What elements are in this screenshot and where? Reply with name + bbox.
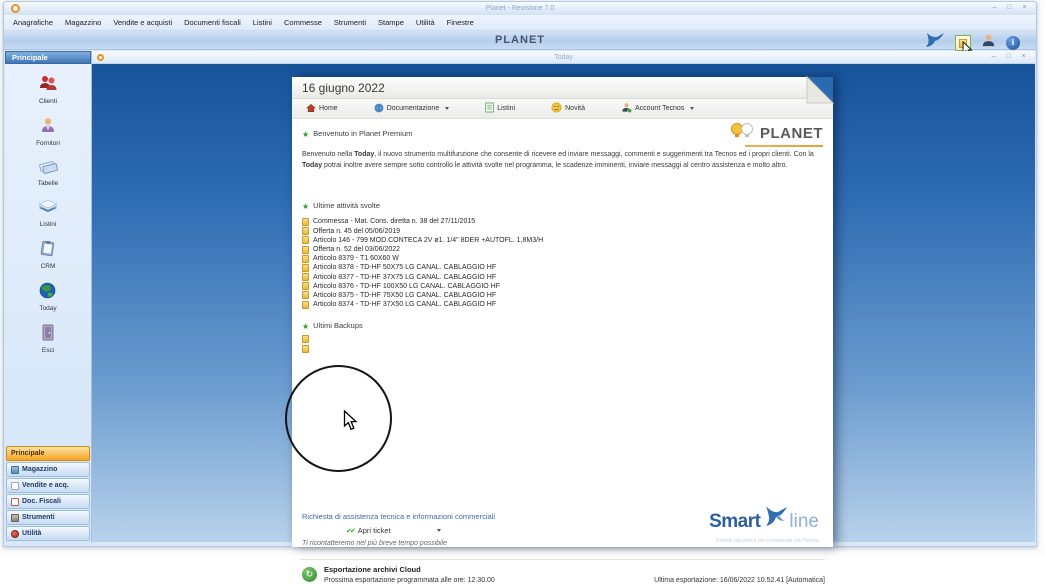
document-icon xyxy=(302,236,309,244)
menu-listini[interactable]: Listini xyxy=(252,18,272,27)
sidebar-section-vendite[interactable] xyxy=(6,478,90,493)
documentation-globe-icon xyxy=(374,103,384,115)
welcome-text: potrai inoltre avere sempre sotto controllo le attività svolte nel programma, le scadenze imminenti, inviare messaggi al centro assistenza e molto altro. xyxy=(322,162,788,170)
smartline-tagline: Il modo più veloce per comunicare con Tecnos xyxy=(716,538,819,544)
sidebar xyxy=(5,51,92,542)
menu-stampe[interactable]: Stampe xyxy=(378,18,404,27)
backups-section xyxy=(302,316,823,353)
activity-label: Articolo 8376 - TD-HF 100X50 LG CANAL. CABLAGGIO HF xyxy=(313,282,500,290)
sidebar-item-esci[interactable] xyxy=(41,324,55,354)
sidebar-item-label: CRM xyxy=(40,263,56,270)
today-window-controls xyxy=(988,53,1029,62)
menu-magazzino[interactable]: Magazzino xyxy=(65,18,102,27)
window-controls xyxy=(989,4,1030,13)
page-toolbar xyxy=(292,99,833,119)
menu-utilita[interactable]: Utilità xyxy=(415,18,435,27)
sidebar-item-label: Today xyxy=(39,305,57,312)
sidebar-item-listini[interactable] xyxy=(37,199,59,228)
info-icon[interactable] xyxy=(1006,36,1020,50)
minimize-icon[interactable] xyxy=(989,4,1000,13)
export-title: Esportazione archivi Cloud xyxy=(324,565,421,574)
document-icon xyxy=(302,264,309,272)
sales-doc-icon xyxy=(11,482,19,490)
activity-row[interactable] xyxy=(302,282,823,291)
crm-icon xyxy=(38,240,58,262)
page-header xyxy=(292,77,833,99)
swallow-bird-icon[interactable] xyxy=(924,32,945,53)
maximize-icon[interactable] xyxy=(1003,53,1014,62)
today-window-icon xyxy=(97,54,104,61)
cloud-export-section xyxy=(300,559,825,584)
activity-row[interactable] xyxy=(302,263,823,272)
assistance-note: Ti ricontatteremo nel più breve tempo possibile xyxy=(302,540,448,547)
activity-row[interactable] xyxy=(302,300,823,309)
section-label: Vendite e acq. xyxy=(22,482,69,489)
close-icon[interactable] xyxy=(1018,53,1029,62)
activities-list xyxy=(302,217,823,309)
pricelist-doc-icon xyxy=(485,102,494,115)
star-icon xyxy=(302,316,309,334)
app-header-title: PLANET xyxy=(495,34,545,46)
section-label: Doc. Fiscali xyxy=(22,498,61,505)
sidebar-item-tabelle[interactable] xyxy=(37,159,59,187)
listini-label: Listini xyxy=(497,105,516,112)
star-icon xyxy=(302,196,309,214)
bulb-icon xyxy=(729,122,759,144)
quick-icons xyxy=(924,32,1020,53)
document-icon xyxy=(302,291,309,299)
warehouse-icon xyxy=(11,466,19,474)
sidebar-item-today[interactable] xyxy=(39,282,56,312)
sidebar-section-principale[interactable] xyxy=(6,446,90,461)
section-label: Principale xyxy=(11,450,45,457)
sidebar-item-crm[interactable] xyxy=(38,240,58,270)
document-icon xyxy=(302,227,309,235)
fiscal-doc-icon xyxy=(11,498,19,506)
sidebar-section-strumenti[interactable] xyxy=(6,510,90,525)
brand-name: PLANET xyxy=(760,124,823,142)
menu-vendite-acquisti[interactable]: Vendite e acquisti xyxy=(113,18,173,27)
page-folded-corner xyxy=(807,77,833,103)
activity-label: Articolo 8377 - TD-HF 37X75 LG CANAL. CABLAGGIO HF xyxy=(313,273,497,281)
highlight-circle xyxy=(285,365,392,472)
news-icon xyxy=(551,102,562,115)
backups-heading: Ultimi Backups xyxy=(313,320,363,330)
activity-label: Commessa - Mat. Cons. diretta n. 38 del 27/11/2015 xyxy=(313,218,476,226)
page-content xyxy=(292,119,833,584)
sidebar-shortcuts xyxy=(5,64,91,354)
today-window-titlebar xyxy=(92,51,1035,64)
tables-icon xyxy=(37,159,59,179)
document-icon xyxy=(302,255,309,263)
menu-commesse[interactable]: Commesse xyxy=(283,18,322,27)
activity-row[interactable] xyxy=(302,254,823,263)
close-icon[interactable] xyxy=(1019,4,1030,13)
activity-row[interactable] xyxy=(302,245,823,254)
section-label: Utilità xyxy=(22,530,42,537)
suppliers-icon xyxy=(38,117,58,139)
assistance-link[interactable]: Richiesta di assistenza tecnica e informazioni commerciali xyxy=(302,512,495,521)
welcome-bold: Today xyxy=(302,162,323,170)
sidebar-sections xyxy=(6,445,90,541)
window-title: Planet - Revisione 7.0 xyxy=(485,5,555,12)
sidebar-item-label: Listini xyxy=(39,221,57,228)
sidebar-section-doc-fiscali[interactable] xyxy=(6,494,90,509)
activity-label: Articolo 8379 - T1 60X60 W xyxy=(313,255,399,263)
backup-row[interactable] xyxy=(302,344,823,354)
document-icon xyxy=(302,273,309,281)
activity-row[interactable] xyxy=(302,217,823,226)
cursor-icon xyxy=(343,410,357,436)
open-ticket-button[interactable] xyxy=(346,526,441,535)
activity-label: Offerta n. 52 del 03/06/2022 xyxy=(313,246,401,254)
activity-label: Articolo 8375 - TD-HF 75X50 LG CANAL. CABLAGGIO HF xyxy=(313,291,497,299)
date-title: 16 giugno 2022 xyxy=(302,81,385,95)
cloud-export-icon xyxy=(302,567,317,582)
novita-button[interactable] xyxy=(551,102,585,115)
account-label: Account Tecnos xyxy=(634,105,685,112)
planet-app-window xyxy=(3,1,1037,584)
menubar xyxy=(4,15,1036,31)
document-icon xyxy=(302,246,309,254)
activity-label: Offerta n. 45 del 05/06/2019 xyxy=(313,227,401,235)
section-label: Magazzino xyxy=(22,466,58,473)
sidebar-item-fornitori[interactable] xyxy=(36,117,60,147)
today-globe-icon xyxy=(39,282,56,304)
pricelists-icon xyxy=(37,199,59,220)
exit-icon xyxy=(41,324,55,346)
sidebar-section-magazzino[interactable] xyxy=(6,462,90,477)
clients-icon xyxy=(37,75,59,97)
document-icon xyxy=(302,335,309,343)
brand-underline xyxy=(745,145,823,147)
chevron-down-icon xyxy=(445,107,449,110)
home-button[interactable] xyxy=(306,103,338,115)
activities-heading: Ultime attività svolte xyxy=(313,200,380,210)
listini-button[interactable] xyxy=(485,102,515,115)
account-person-icon xyxy=(621,102,632,115)
minimize-icon[interactable] xyxy=(988,53,999,62)
sidebar-panel-title: Principale xyxy=(5,51,91,64)
menu-documenti-fiscali[interactable]: Documenti fiscali xyxy=(184,18,241,27)
planet-brand-logo xyxy=(729,122,823,147)
activity-row[interactable] xyxy=(302,273,823,282)
smartline-word1: Smart xyxy=(709,511,761,532)
menu-strumenti[interactable]: Strumenti xyxy=(333,18,367,27)
star-icon xyxy=(302,124,309,142)
today-launcher-icon[interactable] xyxy=(955,35,971,51)
sidebar-item-label: Fornitori xyxy=(36,140,60,147)
sidebar-item-label: Tabelle xyxy=(37,180,59,187)
document-icon xyxy=(302,301,309,309)
activity-label: Articolo 8374 - TD-HF 37X50 LG CANAL. CABLAGGIO HF xyxy=(313,301,497,309)
maximize-icon[interactable] xyxy=(1004,4,1015,13)
menu-anagrafiche[interactable]: Anagrafiche xyxy=(13,18,54,27)
documentazione-label: Documentazione xyxy=(386,105,440,112)
sidebar-item-label: Clienti xyxy=(38,98,58,105)
menu-finestre[interactable]: Finestre xyxy=(446,18,474,27)
smartline-bird-icon xyxy=(762,505,788,534)
smartline-logo xyxy=(709,505,819,544)
tools-icon xyxy=(11,514,19,522)
account-tecnos-button[interactable] xyxy=(621,102,694,115)
activity-row[interactable] xyxy=(302,291,823,300)
welcome-text: Benvenuto nella xyxy=(302,151,355,158)
open-ticket-label: Apri ticket xyxy=(357,526,391,535)
welcome-heading: Benvenuto in Planet Premium xyxy=(313,128,413,138)
home-label: Home xyxy=(319,105,338,112)
document-icon xyxy=(302,345,309,353)
activities-section xyxy=(302,196,823,309)
home-icon xyxy=(306,103,316,115)
export-last: Ultima esportazione: 16/06/2022 10.52.41 [Automatica] xyxy=(654,577,825,584)
welcome-text: , il nuovo strumento multifunzione che consente di ricevere ed inviare messaggi, commenti e suggerimenti tra Tecnos ed i propri clienti. Con la xyxy=(374,151,814,158)
sidebar-item-clienti[interactable] xyxy=(37,75,59,105)
activity-label: Articolo 146 - 799 MOD.CONTECA 2V ø1. 1/4" 8DER +AUTOFL. 1,8M3/H xyxy=(313,236,544,244)
activity-label: Articolo 8378 - TD-HF 50X75 LG CANAL. CABLAGGIO HF xyxy=(313,264,497,272)
today-window-canvas xyxy=(92,64,1035,584)
double-check-icon xyxy=(346,526,354,535)
today-page xyxy=(292,77,833,584)
activity-row[interactable] xyxy=(302,227,823,236)
document-icon xyxy=(302,282,309,290)
mdi-area xyxy=(92,51,1035,584)
documentazione-button[interactable] xyxy=(374,103,450,115)
export-next: Prossima esportazione programmata alle ore: 12.30.00 xyxy=(324,576,495,584)
user-icon[interactable] xyxy=(981,33,996,53)
section-label: Strumenti xyxy=(22,514,55,521)
document-icon xyxy=(302,218,309,226)
backup-row[interactable] xyxy=(302,334,823,344)
today-window-title: Today xyxy=(554,54,573,61)
ribbon-band xyxy=(4,31,1036,50)
sidebar-item-label: Esci xyxy=(41,347,55,354)
utilities-icon xyxy=(11,530,19,538)
smartline-word2: line xyxy=(789,511,819,532)
novita-label: Novità xyxy=(565,105,585,112)
chevron-down-icon xyxy=(437,529,441,532)
app-body xyxy=(5,51,1035,584)
welcome-bold: Today xyxy=(354,151,375,158)
chevron-down-icon xyxy=(690,107,694,110)
welcome-paragraph xyxy=(302,149,823,171)
activity-row[interactable] xyxy=(302,236,823,245)
titlebar xyxy=(4,2,1036,15)
sidebar-section-utilita[interactable] xyxy=(6,526,90,541)
